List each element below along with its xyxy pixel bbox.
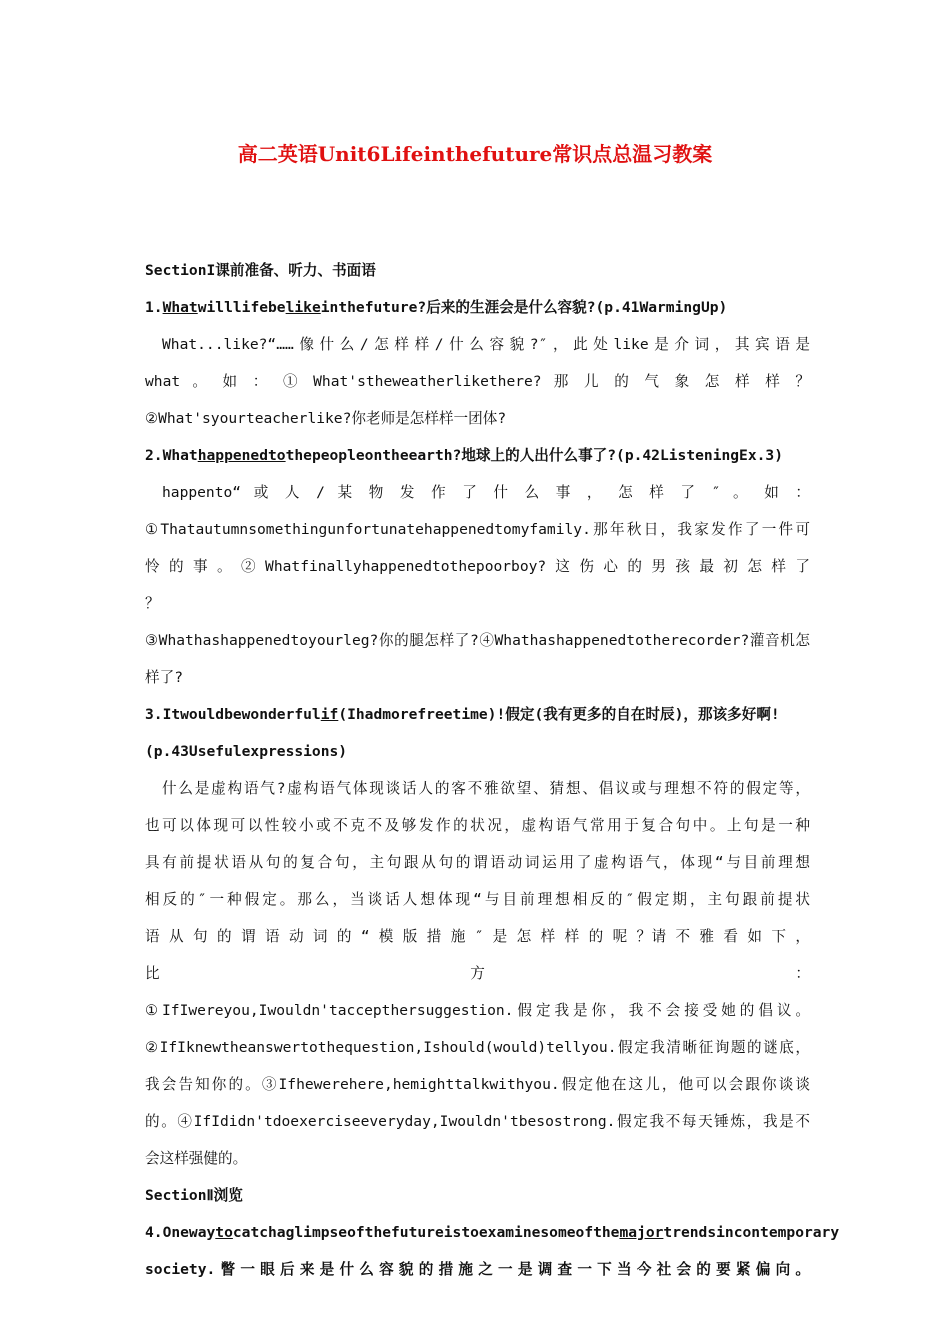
- item-2-line: 样了?: [145, 669, 183, 686]
- item-3-line: 什么是虚构语气?虚构语气体现谈话人的客不雅欲望、猜想、倡议或与理想不符的假定等，: [162, 780, 810, 797]
- item-2-heading: 2.Whathappenedtothepeopleontheearth?地球上的人出什么事了?(p.42ListeningEx.3): [145, 447, 783, 464]
- item-3-line: 语 从 句 的 谓 语 动 词 的 “ 模 版 措 施 ″ 是 怎 样 样 的 呢 ？请 不 雅 看 如 下 ， 比 方 ：: [145, 928, 810, 982]
- section-heading-1: SectionI课前准备、听力、书面语: [145, 262, 376, 279]
- section-heading-2: SectionⅡ浏览: [145, 1187, 243, 1204]
- item-1-heading: 1.Whatwilllifebelikeinthefuture?后来的生涯会是什么容貌?(p.41WarmingUp): [145, 299, 728, 316]
- item-3-line: ②IfIknewtheanswertothequestion,Ishould(would)tellyou.假定我清晰征询题的谜底，: [145, 1039, 810, 1056]
- item-1-line: What...like?“……像什么/怎样样/什么容貌?″，此处like是介词，其宾语是: [162, 336, 810, 353]
- item-2-line: ①Thatautumnsomethingunfortunatehappenedtomyfamily.那年秋日，我家发作了一件可: [145, 521, 810, 538]
- item-3-line: 会这样强健的。: [145, 1150, 248, 1167]
- item-2-line: ③Whathashappenedtoyourleg?你的腿怎样了?④Whathashappenedtotherecorder?灌音机怎: [145, 632, 810, 649]
- page-title: 高二英语Unit6Lifeinthefuture常识点总温习教案: [237, 142, 713, 166]
- item-4-heading-cont: society.瞥一眼后来是什么容貌的措施之一是调查一下当今社会的要紧偏向。: [145, 1261, 810, 1278]
- item-1-line: ②What'syourteacherlike?你老师是怎样样一团体?: [145, 410, 507, 427]
- item-3-heading-cont: (p.43Usefulexpressions): [145, 743, 348, 760]
- document-body: [145, 252, 840, 1288]
- item-2-line: happento“ 或 人 / 某 物 发 作 了 什 么 事 ， 怎 样 了 ″ 。 如 ：: [162, 484, 810, 501]
- item-3-heading: 3.Itwouldbewonderfulif(Ihadmorefreetime)!假定(我有更多的自在时辰)，那该多好啊!: [145, 706, 780, 723]
- item-3-line: 我会告知你的。③Ifhewerehere,hemighttalkwithyou.假定他在这儿，他可以会跟你谈谈: [145, 1076, 810, 1093]
- item-3-line: 的。④IfIdidn'tdoexerciseeveryday,Iwouldn'tbesostrong.假定我不每天锤炼，我是不: [145, 1113, 810, 1130]
- item-3-line: 具有前提状语从句的复合句，主句跟从句的谓语动词运用了虚构语气，体现“与目前理想: [145, 854, 810, 871]
- item-4-heading: 4.Onewaytocatchaglimpseofthefutureistoexaminesomeofthemajortrendsincontemporary: [145, 1224, 840, 1241]
- item-1-line: what 。 如 ： ① What'stheweatherlikethere? 那 儿 的 气 象 怎 样 样 ？: [145, 373, 810, 390]
- item-3-line: 相反的″一种假定。那么，当谈话人想体现“与目前理想相反的″假定期，主句跟前提状: [145, 891, 810, 908]
- item-3-line: ①IfIwereyou,Iwouldn'taccepthersuggestion.假定我是你，我不会接受她的倡议。: [145, 1002, 810, 1019]
- item-2-line: 怜 的 事 。 ② Whatfinallyhappenedtothepoorboy? 这 伤 心 的 男 孩 最 初 怎 样 了 ？: [145, 558, 810, 612]
- item-3-line: 也可以体现可以性较小或不克不及够发作的状况，虚构语气常用于复合句中。上句是一种: [145, 817, 810, 834]
